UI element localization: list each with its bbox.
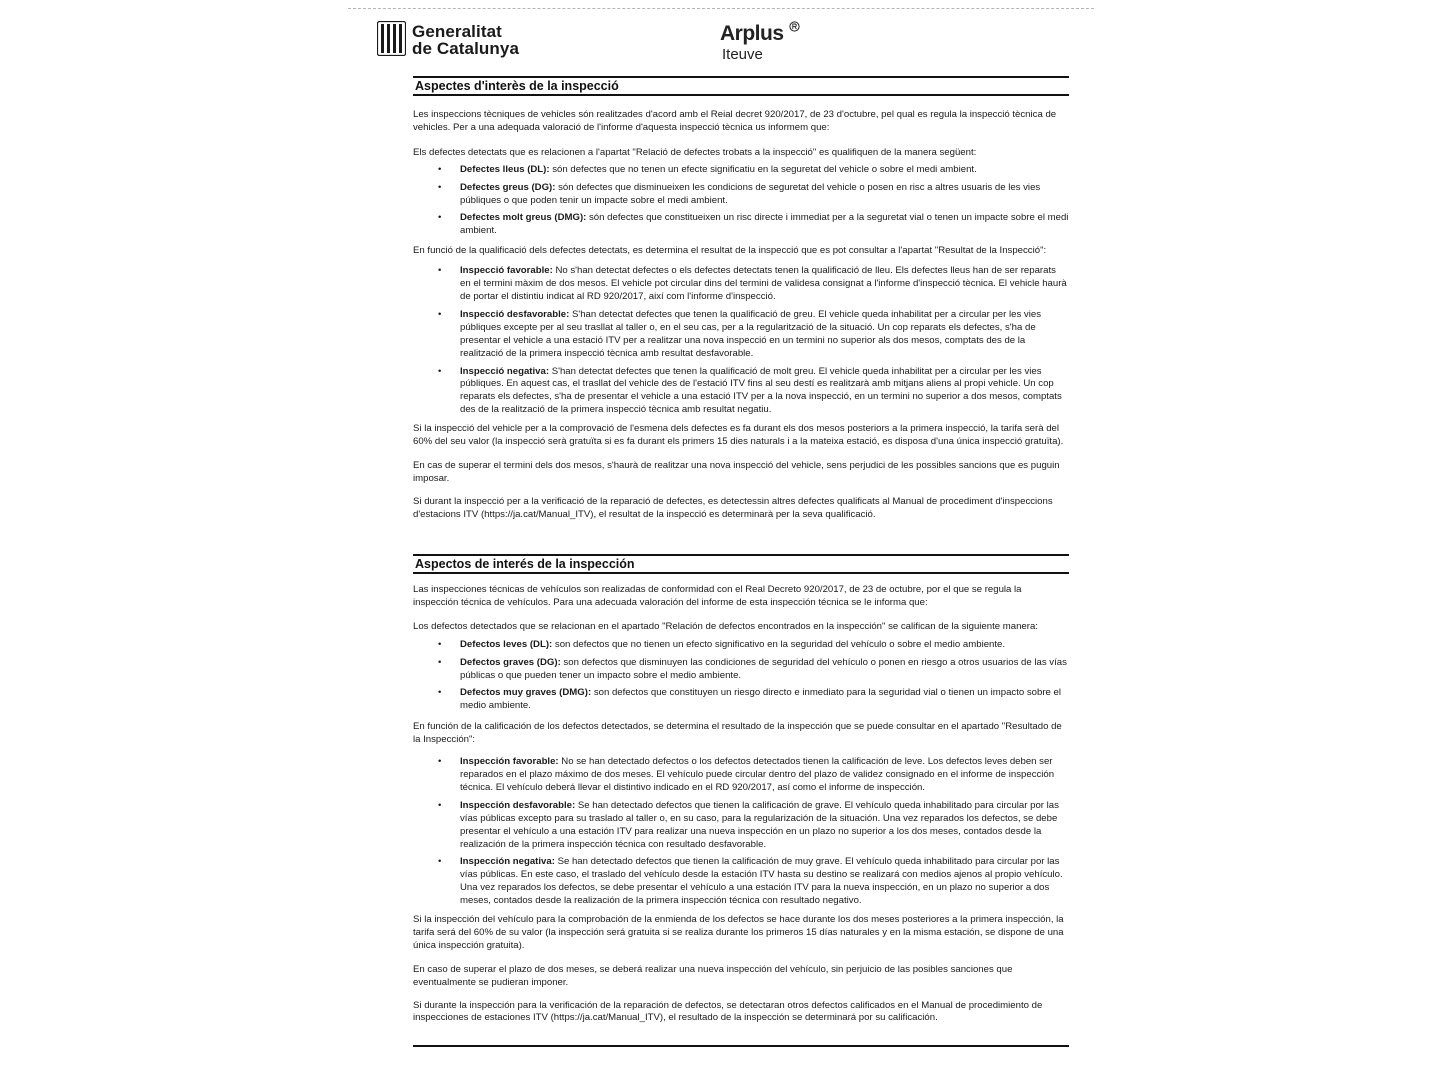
result-term: Inspecció desfavorable: [460, 308, 570, 320]
list-item-result-favorable [413, 756, 1069, 795]
bullet-icon: • [438, 799, 442, 811]
defect-text: son defectos que disminuyen las condiciones de seguridad del vehículo o ponen en riesgo a otros usuarios de las vías públicas o que pueden tener un impacto sobre el medio ambiente. [460, 656, 1067, 681]
intro-paragraph: Les inspeccions tècniques de vehicles són realitzades d'acord amb el Reial decret 920/2017, de 23 d'octubre, pel qual es regula la inspecció tècnica de vehicles. Per a una adequada valoració de l'informe d'aquesta inspecció tècnica us informem que: [413, 109, 1057, 133]
term-paragraph: En caso de superar el plazo de dos meses, se deberá realizar una nueva inspección del vehículo, sin perjuicio de las posibles sanciones que eventualmente se pudieran imponer. [413, 963, 1013, 988]
defect-term: Defectos leves (DL): [460, 638, 553, 650]
iteuve-wordmark: Iteuve [722, 46, 763, 63]
defect-text: són defectes que disminueixen les condicions de seguretat del vehicle o posen en risc a altres usuaris de les vies públiques o que poden tenir un impacte sobre el medi ambient. [460, 181, 1041, 206]
generalitat-shield-icon [377, 21, 406, 56]
defects-intro: Los defectos detectados que se relacionan en el apartado "Relación de defectos encontrados en la inspección" se califican de la siguiente manera: [413, 620, 1038, 632]
list-item-defect-minor [413, 164, 1069, 177]
document-header [377, 18, 1069, 74]
bullet-icon: • [438, 181, 442, 193]
term-paragraph: En cas de superar el termini dels dos mesos, s'haurà de realitzar una nova inspecció del vehicle, sens perjudici de les possibles sancions que es puguin imposar. [413, 459, 1060, 484]
generalitat-line1: Generalitat [412, 22, 502, 41]
result-term: Inspecció favorable: [460, 265, 553, 277]
bullet-icon: • [438, 365, 442, 377]
applus-logo [720, 21, 840, 71]
list-item-result-unfavorable [413, 309, 1069, 361]
bullet-icon: • [438, 265, 442, 277]
list-item-defect-critical [413, 212, 1069, 238]
fee-paragraph: Si la inspección del vehículo para la comprobación de la enmienda de los defectos se hace durante los dos meses posteriores a la primera inspección, la tarifa será del 60% de su valor (la inspección será gratuita si se realiza durante los primeros 15 días naturales y en la misma estación, se dispone de una única inspección gratuita). [413, 914, 1064, 951]
scan-top-rule [348, 8, 1094, 9]
list-item-defect-critical [413, 687, 1069, 713]
list-item-result-negative [413, 856, 1069, 908]
result-text: S'han detectat defectes que tenen la qualificació de greu. El vehicle queda inhabilitat per a circular per les vies públiques excepte per al seu trasllat al taller o, en el seu cas, per a la regularització de la situació. Un cop reparats els defectes, s'ha de presentar el vehicle a una estació ITV per a realitzar una nova inspecció en un termini no superior als dos mesos, comptats des de la realització de la primera inspecció tècnica amb resultat desfavorable. [460, 308, 1041, 359]
list-item-defect-major [413, 182, 1069, 208]
defect-term: Defectos muy graves (DMG): [460, 687, 592, 699]
section-body-catalan [413, 109, 1069, 522]
result-text: Se han detectado defectos que tienen la calificación de grave. El vehículo queda inhabilitado para circular por las vías públicas excepto para su traslado al taller o, en su caso, para la regularización de la situación. Una vez reparados los defectos, se debe presentar el vehículo a una estación ITV para realizar una nueva inspección en un plazo no superior a los dos meses, contados desde la realización de la primera inspección técnica con resultado desfavorable. [460, 799, 1059, 850]
result-term: Inspección desfavorable: [460, 799, 576, 811]
result-term: Inspección negativa: [460, 856, 555, 868]
bullet-icon: • [438, 308, 442, 320]
list-item-result-negative [413, 366, 1069, 418]
defect-text: són defectes que no tenen un efecte significatiu en la seguretat del vehicle o sobre el medi ambient. [549, 163, 977, 175]
result-text: S'han detectat defectes que tenen la qualificació de molt greu. El vehicle queda inhabilitat per a circular per les vies públiques. En aquest cas, el trasllat del vehicle des de l'estació ITV fins al seu destí es realitzarà amb mitjans aliens al propi vehicle. Un cop reparats els defectes, s'ha de presentar el vehicle a una estació ITV per a la nova inspecció, en un termini no superior a dos mesos, comptats des de la realització de la primera inspecció tècnica amb resultat negatiu. [460, 365, 1062, 416]
section-spanish [413, 554, 1069, 1025]
bullet-icon: • [438, 638, 442, 650]
defects-intro: Els defectes detectats que es relacionen a l'apartat "Relació de defectes trobats a la inspecció" es qualifiquen de la manera següent: [413, 146, 977, 158]
result-text: No s'han detectat defectes o els defectes detectats tenen la qualificació de lleu. Els defectes lleus han de ser reparats en el termini màxim de dos mesos. El vehicle pot circular dins del termini de validesa consignat a l'informe d'inspecció tècnica. El vehicle haurà de portar el distintiu indicat al RD 920/2017, així com l'informe d'inspecció. [460, 265, 1067, 302]
list-item-defect-minor [413, 639, 1069, 652]
list-item-result-favorable [413, 265, 1069, 304]
section-body-spanish [413, 584, 1069, 1025]
generalitat-line2: de Catalunya [412, 39, 520, 58]
section-catalan [413, 76, 1069, 522]
defect-term: Defectos graves (DG): [460, 656, 561, 668]
defect-text: son defectos que no tienen un efecto significativo en la seguridad del vehículo o sobre el medio ambiente. [552, 638, 1006, 650]
list-item-result-unfavorable [413, 800, 1069, 852]
document-end-rule [413, 1045, 1069, 1047]
result-intro: En funció de la qualificació dels defectes detectats, es determina el resultat de la inspecció que es pot consultar a l'apartat "Resultat de la Inspecció": [413, 245, 1047, 257]
section-title-spanish: Aspectos de interés de la inspección [413, 554, 1069, 574]
applus-wordmark: Arplus [720, 22, 784, 45]
bullet-icon: • [438, 687, 442, 699]
generalitat-wordmark [412, 23, 519, 57]
bullet-icon: • [438, 756, 442, 768]
manual-paragraph: Si durant la inspecció per a la verificació de la reparació de defectes, es detectessin altres defectes qualificats al Manual de procediment d'inspeccions d'estacions ITV (https://ja.cat/Manual_ITV), el resultat de la inspecció es determinarà per la seva qualificació. [413, 495, 1053, 520]
intro-paragraph: Las inspecciones técnicas de vehículos son realizadas de conformidad con el Real Decreto 920/2017, de 23 de octubre, por el que se regula la inspección técnica de vehículos. Para una adecuada valoración del informe de esta inspección técnica se le informa que: [413, 584, 1022, 608]
result-term: Inspección favorable: [460, 756, 559, 768]
defect-term: Defectes greus (DG): [460, 181, 556, 193]
defect-text: són defectes que constitueixen un risc directe i immediat per a la seguretat vial o tenen un impacte sobre el medi ambient. [460, 212, 1069, 237]
result-term: Inspecció negativa: [460, 365, 550, 377]
bullet-icon: • [438, 656, 442, 668]
result-text: Se han detectado defectos que tienen la calificación de muy grave. El vehículo queda inhabilitado para circular por las vías públicas. En este caso, el traslado del vehículo desde la estación ITV hasta su destino se realizará con medios ajenos al propio vehículo. Una vez reparados los defectos, se debe presentar el vehículo a una estación ITV para la nueva inspección, en un plazo no superior a dos meses, contados desde la realización de la primera inspección técnica con resultado negativo. [460, 856, 1063, 907]
fee-paragraph: Si la inspecció del vehicle per a la comprovació de l'esmena dels defectes es fa durant els dos mesos posteriors a la primera inspecció, la tarifa serà del 60% del seu valor (la inspecció serà gratuïta si es fa durant els primers 15 dies naturals i a la mateixa estació, es disposa d'una única inspecció gratuïta). [413, 423, 1064, 448]
result-text: No se han detectado defectos o los defectos detectados tienen la calificación de leve. Los defectos leves deben ser reparados en el plazo máximo de dos meses. El vehículo puede circular dentro del plazo de validez consignado en el informe de inspección técnica. El vehículo deberá llevar el distintivo indicado en el RD 920/2017, así como el informe de inspección. [460, 756, 1055, 793]
bullet-icon: • [438, 212, 442, 224]
defect-text: son defectos que constituyen un riesgo directo e inmediato para la seguridad vial o tienen un impacto sobre el medio ambiente. [460, 687, 1062, 712]
bullet-icon: • [438, 163, 442, 175]
bullet-icon: • [438, 856, 442, 868]
list-item-defect-major [413, 657, 1069, 683]
defect-term: Defectes molt greus (DMG): [460, 212, 587, 224]
registered-mark-icon [789, 21, 800, 32]
section-title-catalan: Aspectes d'interès de la inspecció [413, 76, 1069, 96]
manual-paragraph: Si durante la inspección para la verificación de la reparación de defectos, se detectaran otros defectos calificados en el Manual de procedimiento de inspecciones de estaciones ITV (https://ja.cat/Manual_ITV), el resultado de la inspección se determinará por su calificación. [413, 999, 1043, 1024]
result-intro: En función de la calificación de los defectos detectados, se determina el resultado de la inspección que se puede consultar en el apartado "Resultado de la Inspección": [413, 721, 1062, 746]
defect-term: Defectes lleus (DL): [460, 163, 550, 175]
